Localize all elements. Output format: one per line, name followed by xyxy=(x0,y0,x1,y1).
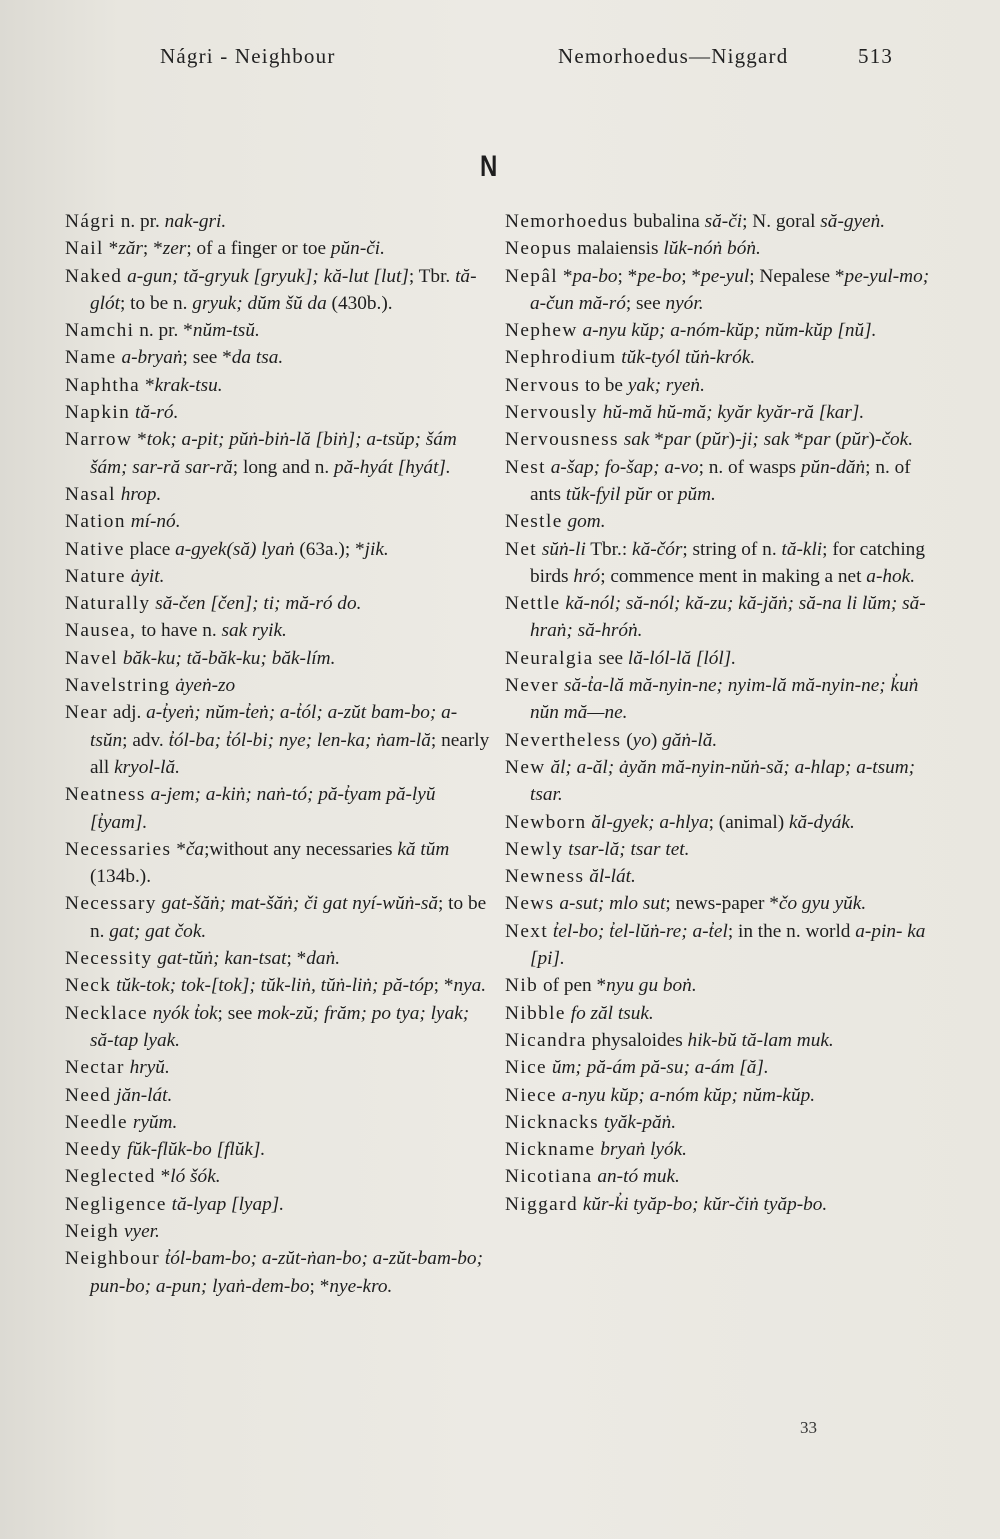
headword: Nest xyxy=(505,456,546,478)
lepcha-transliteration: găṅ-lă. xyxy=(662,729,718,751)
lepcha-transliteration: ló šók. xyxy=(170,1166,221,1188)
lepcha-transliteration: t̓el-bo; t̓el-lŭṅ-re; a-t̓el xyxy=(552,920,728,942)
dictionary-entry xyxy=(505,836,930,863)
running-head-left: Nágri - Neighbour xyxy=(160,44,336,68)
definition-text: physaloides xyxy=(586,1029,688,1051)
dictionary-entry xyxy=(65,699,490,781)
dictionary-entry xyxy=(65,781,490,836)
lepcha-transliteration: tă-glót xyxy=(90,265,477,314)
headword: Naphtha xyxy=(65,374,141,396)
page-number: 513 xyxy=(858,44,894,68)
lepcha-transliteration: t̓ól-bam-bo; a-zŭt-ṅan-bo; a-zŭt-bam-bo; pun-bo; a-pun; lyaṅ-dem-bo xyxy=(90,1248,483,1297)
definition-text: (63a.); * xyxy=(294,538,365,560)
lepcha-transliteration: krak-tsu. xyxy=(154,374,223,396)
dictionary-entry xyxy=(65,1245,490,1300)
headword: Nettle xyxy=(505,593,561,615)
lepcha-transliteration: gom. xyxy=(567,511,606,533)
definition-text: * xyxy=(132,429,147,451)
headword: Newly xyxy=(505,838,564,860)
lepcha-transliteration: tă-kli xyxy=(781,538,823,560)
dictionary-entry xyxy=(65,208,490,235)
definition-text: ( xyxy=(621,729,633,751)
lepcha-transliteration: an-tó muk. xyxy=(597,1166,680,1188)
definition-text: )- xyxy=(868,429,882,451)
lepcha-transliteration: kă-nól; să-nól; kă-zu; kă-jăṅ; să-na li lŭm; să-hraṅ; să-hróṅ. xyxy=(530,593,926,642)
lepcha-transliteration: kă tŭm xyxy=(397,838,450,860)
lepcha-transliteration: pa-bo xyxy=(572,265,618,287)
definition-text: malaiensis xyxy=(572,238,664,260)
headword: Negligence xyxy=(65,1193,167,1215)
headword: Nicotiana xyxy=(505,1166,593,1188)
definition-text: ; * xyxy=(142,238,163,260)
lepcha-transliteration: par xyxy=(663,429,691,451)
headword: Nemorhoedus xyxy=(505,211,629,232)
lepcha-transliteration: nyók t̓ok xyxy=(152,1002,218,1024)
definition-text: ( xyxy=(690,429,702,451)
dictionary-entry xyxy=(65,263,490,318)
headword: Nephew xyxy=(505,320,578,342)
lepcha-transliteration: nyu gu boṅ. xyxy=(606,975,697,997)
dictionary-entry xyxy=(505,890,930,917)
dictionary-entry xyxy=(505,727,930,754)
headword: Navel xyxy=(65,647,119,669)
lepcha-transliteration: t̓ól-ba; t̓ól-bi; nye; len-ka; ṅam-lă xyxy=(168,729,431,751)
dictionary-entry xyxy=(505,426,930,453)
headword: Niggard xyxy=(505,1193,578,1215)
left-column xyxy=(65,208,490,1300)
lepcha-transliteration: kă-čór xyxy=(632,538,683,560)
definition-text: ; * xyxy=(681,265,702,287)
definition-text: Tbr.: xyxy=(585,538,633,560)
lepcha-transliteration: gat; gat čok. xyxy=(109,920,207,942)
definition-text: ; Nepalese * xyxy=(749,265,845,287)
dictionary-entry xyxy=(505,344,930,371)
dictionary-entry xyxy=(65,372,490,399)
headword: Necklace xyxy=(65,1002,148,1024)
headword: Navelstring xyxy=(65,675,171,697)
running-head-center: Nemorhoedus—Niggard xyxy=(558,44,789,68)
lepcha-transliteration: gat-tŭṅ; kan-tsat xyxy=(157,948,287,970)
dictionary-entry xyxy=(505,372,930,399)
dictionary-entry xyxy=(505,1191,930,1218)
headword: Napkin xyxy=(65,402,131,424)
lepcha-transliteration: hró xyxy=(573,565,601,587)
definition-text: ; string of n. xyxy=(682,538,782,560)
lepcha-transliteration: băk-ku; tă-băk-ku; băk-lím. xyxy=(122,647,336,669)
dictionary-entry xyxy=(65,672,490,699)
lepcha-transliteration: ȧyeṅ-zo xyxy=(175,675,236,697)
headword: Net xyxy=(505,538,538,560)
headword: Naturally xyxy=(65,593,151,615)
definition-text: * xyxy=(558,265,573,287)
definition-text: adj. xyxy=(108,702,147,724)
dictionary-entry xyxy=(505,399,930,426)
headword: Neck xyxy=(65,975,112,997)
lepcha-transliteration: a-jem; a-kiṅ; naṅ-tó; pă-t̓yam pă-lyŭ [t̓yam]. xyxy=(90,784,436,833)
lepcha-transliteration: să-čen [čen]; ti; mă-ró do. xyxy=(155,593,362,615)
dictionary-entry xyxy=(505,508,930,535)
definition-text: )- xyxy=(728,429,742,451)
lepcha-transliteration: kă-dyák. xyxy=(788,811,855,833)
lepcha-transliteration: pe-yul xyxy=(701,265,750,287)
headword: Nib xyxy=(505,975,539,997)
lepcha-transliteration: mí-nó. xyxy=(130,511,181,533)
headword: Newness xyxy=(505,866,585,888)
dictionary-entry xyxy=(505,263,930,318)
lepcha-transliteration: tŭk-fyil pŭr xyxy=(565,483,653,505)
definition-text: ) xyxy=(650,729,663,751)
lepcha-transliteration: pe-bo xyxy=(637,265,682,287)
definition-text: ; see xyxy=(217,1002,258,1024)
definition-text: * xyxy=(103,238,119,260)
lepcha-transliteration: a-gun; tă-gryuk [gryuk]; kă-lut [lut] xyxy=(127,265,409,287)
definition-text: ;without any necessaries xyxy=(204,838,398,860)
lepcha-transliteration: zăr xyxy=(118,238,143,260)
lepcha-transliteration: a-pin- ka [pi]. xyxy=(530,920,926,970)
dictionary-entry xyxy=(505,672,930,727)
lepcha-transliteration: a-sut; mlo sut xyxy=(559,893,666,915)
lepcha-transliteration: să-či xyxy=(704,211,743,232)
headword: Newborn xyxy=(505,811,587,833)
definition-text: ; * xyxy=(286,948,307,970)
dictionary-entry xyxy=(505,235,930,262)
lepcha-transliteration: pŭn-dăṅ xyxy=(800,456,866,478)
headword: Nibble xyxy=(505,1002,566,1024)
headword: Nectar xyxy=(65,1057,125,1079)
definition-text: see xyxy=(593,647,628,669)
dictionary-entry xyxy=(505,754,930,809)
lepcha-transliteration: tŭk-tyól tŭṅ-krók. xyxy=(621,347,756,369)
lepcha-transliteration: hrop. xyxy=(120,483,162,505)
dictionary-entry xyxy=(65,1163,490,1190)
definition-text: ; Tbr. xyxy=(408,265,456,287)
dictionary-entry xyxy=(505,454,930,509)
dictionary-entry xyxy=(65,617,490,644)
right-column xyxy=(505,208,930,1218)
dictionary-entry xyxy=(65,426,490,481)
definition-text: ; for catching birds xyxy=(530,538,925,587)
headword: Nestle xyxy=(505,511,563,533)
headword: Neglected xyxy=(65,1166,156,1188)
definition-text: ; n. of wasps xyxy=(698,456,801,478)
dictionary-entry xyxy=(65,481,490,508)
lepcha-transliteration: čok. xyxy=(881,429,914,451)
lepcha-transliteration: a-nyu kŭp; a-nóm kŭp; nŭm-kŭp. xyxy=(561,1084,816,1106)
lepcha-transliteration: nŭm-tsŭ. xyxy=(192,320,260,342)
lepcha-transliteration: fo zăl tsuk. xyxy=(570,1002,654,1024)
definition-text: * xyxy=(789,429,804,451)
dictionary-entry xyxy=(505,863,930,890)
lepcha-transliteration: nye-kro. xyxy=(329,1275,393,1297)
definition-text: ; in the n. world xyxy=(727,920,856,942)
lepcha-transliteration: mok-zŭ; frăm; po tya; lyak; să-tap lyak. xyxy=(90,1002,470,1051)
definition-text: to have n. xyxy=(136,620,222,642)
headword: Nicknacks xyxy=(505,1111,599,1133)
dictionary-entry xyxy=(505,918,930,973)
definition-text: ; news-paper * xyxy=(665,893,779,915)
lepcha-transliteration: nya. xyxy=(453,975,487,997)
lepcha-transliteration: pŭr xyxy=(841,429,869,451)
definition-text: ; to be n. xyxy=(90,893,487,942)
headword: Nervously xyxy=(505,402,598,424)
dictionary-entry xyxy=(505,1054,930,1081)
definition-text: ; of a finger or toe xyxy=(186,238,331,260)
definition-text: ; see xyxy=(625,292,666,314)
lepcha-transliteration: a-t̓yeṅ; nŭm-t̓eṅ; a-t̓ól; a-zŭt bam-bo; a-tsŭn xyxy=(90,702,458,751)
definition-text: ; see * xyxy=(182,347,232,369)
definition-text: (430b.). xyxy=(326,292,393,314)
lepcha-transliteration: ča xyxy=(185,838,205,860)
definition-text: ; * xyxy=(433,975,454,997)
headword: Next xyxy=(505,920,549,942)
dictionary-entry xyxy=(65,1000,490,1055)
headword: Nervousness xyxy=(505,429,619,451)
lepcha-transliteration: vyer. xyxy=(123,1220,160,1242)
headword: Nasal xyxy=(65,483,116,505)
dictionary-entry xyxy=(505,590,930,645)
lepcha-transliteration: yo xyxy=(632,729,651,751)
headword: Necessaries xyxy=(65,838,172,860)
headword: Nausea, xyxy=(65,620,137,642)
headword: Nervous xyxy=(505,374,581,396)
definition-text: ; N. goral xyxy=(742,211,821,232)
definition-text: bubalina xyxy=(628,211,705,232)
lepcha-transliteration: a-bryaṅ xyxy=(121,347,183,369)
lepcha-transliteration: pă-hyát [hyát]. xyxy=(334,456,451,478)
definition-text: ; commence ment in making a net xyxy=(600,565,867,587)
headword: Nail xyxy=(65,238,104,260)
headword: Name xyxy=(65,347,117,369)
lepcha-transliteration: tă-lyap [lyap]. xyxy=(171,1193,285,1215)
lepcha-transliteration: gat-šăṅ; mat-šăṅ; či gat nyí-wŭṅ-să xyxy=(161,893,438,915)
lepcha-transliteration: hik-bŭ tă-lam muk. xyxy=(687,1029,834,1051)
signature-mark: 33 xyxy=(800,1418,817,1437)
definition-text: n. pr. * xyxy=(134,320,193,342)
lepcha-transliteration: nak-gri. xyxy=(164,211,227,232)
definition-text: place xyxy=(124,538,176,560)
definition-text: n. pr. xyxy=(115,211,165,232)
lepcha-transliteration: pe-yul-mo; a-čun mă-ró xyxy=(530,265,930,314)
dictionary-entry xyxy=(65,399,490,426)
lepcha-transliteration: daṅ. xyxy=(306,948,341,970)
lepcha-transliteration: pŭm. xyxy=(677,483,716,505)
lepcha-transliteration: fŭk-flŭk-bo [flŭk]. xyxy=(127,1139,266,1161)
definition-text: ; long and n. xyxy=(232,456,335,478)
lepcha-transliteration: par xyxy=(803,429,831,451)
headword: Necessity xyxy=(65,948,153,970)
dictionary-entry xyxy=(505,1136,930,1163)
headword: Neatness xyxy=(65,784,146,806)
lepcha-transliteration: a-nyu kŭp; a-nóm-kŭp; nŭm-kŭp [nŭ]. xyxy=(582,320,877,342)
lepcha-transliteration: nyór. xyxy=(665,292,704,314)
lepcha-transliteration: hŭ-mă hŭ-mă; kyăr kyăr-ră [kar]. xyxy=(602,402,865,424)
lepcha-transliteration: kryol-lă. xyxy=(114,756,180,778)
lepcha-transliteration: tă-ró. xyxy=(135,402,179,424)
headword: Nation xyxy=(65,511,126,533)
lepcha-transliteration: ăl; a-ăl; ȧyăn mă-nyin-nŭṅ-să; a-hlap; a-tsum; tsar. xyxy=(530,756,916,806)
dictionary-entry xyxy=(65,1054,490,1081)
dictionary-entry xyxy=(65,645,490,672)
definition-text: ; adv. xyxy=(122,729,169,751)
dictionary-entry xyxy=(65,972,490,999)
lepcha-transliteration: tŭk-tok; tok-[tok]; tŭk-liṅ, tŭṅ-liṅ; pă-tóp xyxy=(116,975,434,997)
lepcha-transliteration: a-hok. xyxy=(866,565,916,587)
lepcha-transliteration: sak ryik. xyxy=(221,620,287,642)
dictionary-entry xyxy=(65,1191,490,1218)
lepcha-transliteration: lŭk-nóṅ bóṅ. xyxy=(663,238,761,260)
definition-text: to be xyxy=(580,374,628,396)
dictionary-entry xyxy=(65,317,490,344)
lepcha-transliteration: ăl-lát. xyxy=(589,866,636,888)
headword: Nepâl xyxy=(505,265,559,287)
definition-text: ; * xyxy=(309,1275,330,1297)
definition-text: ; * xyxy=(617,265,638,287)
lepcha-transliteration: pŭr xyxy=(701,429,729,451)
definition-text: * xyxy=(649,429,664,451)
lepcha-transliteration: zer xyxy=(162,238,187,260)
headword: Neuralgia xyxy=(505,647,594,669)
headword: Near xyxy=(65,702,109,724)
headword: Never xyxy=(505,675,560,697)
lepcha-transliteration: ăl-gyek; a-hlya xyxy=(591,811,709,833)
headword: Native xyxy=(65,538,125,560)
lepcha-transliteration: ȧyit. xyxy=(130,565,165,587)
lepcha-transliteration: tsar-lă; tsar tet. xyxy=(568,838,690,860)
lepcha-transliteration: sŭṅ-li xyxy=(541,538,586,560)
headword: Needy xyxy=(65,1139,123,1161)
dictionary-entry xyxy=(65,1136,490,1163)
dictionary-entry xyxy=(505,208,930,235)
lepcha-transliteration: yak; ryeṅ. xyxy=(627,374,705,396)
dictionary-entry xyxy=(65,563,490,590)
lepcha-transliteration: da tsa. xyxy=(231,347,284,369)
dictionary-entry xyxy=(65,1082,490,1109)
lepcha-transliteration: să-gyeṅ. xyxy=(820,211,886,232)
lepcha-transliteration: tok; a-pit; pŭṅ-biṅ-lă [biṅ]; a-tsŭp; šám šám; sar-ră sar-ră xyxy=(90,429,457,478)
dictionary-entry xyxy=(65,945,490,972)
lepcha-transliteration: jăn-lát. xyxy=(116,1084,173,1106)
headword: Neigh xyxy=(65,1220,120,1242)
headword: Niece xyxy=(505,1084,557,1106)
lepcha-transliteration: lă-lól-lă [lól]. xyxy=(627,647,737,669)
dictionary-entry xyxy=(65,508,490,535)
headword: Naked xyxy=(65,265,123,287)
definition-text: ; nearly all xyxy=(90,729,490,778)
lepcha-transliteration: pŭn-či. xyxy=(330,238,385,260)
headword: Nicandra xyxy=(505,1029,587,1051)
dictionary-entry xyxy=(65,344,490,371)
headword: Nice xyxy=(505,1057,547,1079)
dictionary-entry xyxy=(505,1027,930,1054)
headword: Need xyxy=(65,1084,112,1106)
dictionary-entry xyxy=(65,1218,490,1245)
dictionary-entry xyxy=(505,1082,930,1109)
headword: Nágri xyxy=(65,211,116,232)
dictionary-entry xyxy=(65,590,490,617)
headword: Neighbour xyxy=(65,1248,161,1270)
section-letter: N xyxy=(480,150,498,183)
definition-text: * xyxy=(140,374,155,396)
dictionary-entry xyxy=(65,890,490,945)
dictionary-entry xyxy=(505,1163,930,1190)
lepcha-transliteration: sak xyxy=(623,429,650,451)
definition-text: of pen * xyxy=(538,975,607,997)
lepcha-transliteration: gryuk; dŭm šŭ da xyxy=(192,292,327,314)
dictionary-entry xyxy=(505,645,930,672)
definition-text: or xyxy=(652,483,678,505)
headword: New xyxy=(505,756,546,778)
headword: Narrow xyxy=(65,429,133,451)
definition-text: ( xyxy=(830,429,842,451)
dictionary-entry xyxy=(505,536,930,591)
dictionary-entry xyxy=(505,972,930,999)
dictionary-entry xyxy=(505,317,930,344)
lepcha-transliteration: ryŭm. xyxy=(132,1111,178,1133)
headword: News xyxy=(505,893,555,915)
headword: Nevertheless xyxy=(505,729,622,751)
lepcha-transliteration: ŭm; pă-ám pă-su; a-ám [ă]. xyxy=(551,1057,769,1079)
lepcha-transliteration: hryŭ. xyxy=(129,1057,170,1079)
headword: Nephrodium xyxy=(505,347,617,369)
lepcha-transliteration: čo gyu yŭk. xyxy=(778,893,867,915)
dictionary-entry xyxy=(65,836,490,891)
dictionary-entry xyxy=(505,809,930,836)
lepcha-transliteration: kŭr-k̓i tyăp-bo; kŭr-čiṅ tyăp-bo. xyxy=(582,1193,828,1215)
headword: Nature xyxy=(65,565,126,587)
lepcha-transliteration: tyăk-păṅ. xyxy=(603,1111,677,1133)
dictionary-entry xyxy=(65,536,490,563)
lepcha-transliteration: bryaṅ lyók. xyxy=(600,1139,688,1161)
definition-text: * xyxy=(155,1166,171,1188)
dictionary-entry xyxy=(505,1109,930,1136)
lepcha-transliteration: jik. xyxy=(364,538,389,560)
lepcha-transliteration: a-gyek(să) lyaṅ xyxy=(175,538,295,560)
definition-text: ; n. of ants xyxy=(530,456,911,505)
lepcha-transliteration: a-šap; fo-šap; a-vo xyxy=(550,456,699,478)
definition-text: (134b.). xyxy=(90,866,152,888)
headword: Necessary xyxy=(65,893,157,915)
lepcha-transliteration: ji; sak xyxy=(741,429,790,451)
headword: Nickname xyxy=(505,1139,596,1161)
headword: Needle xyxy=(65,1111,128,1133)
dictionary-entry xyxy=(65,1109,490,1136)
definition-text: ; to be n. xyxy=(120,292,193,314)
definition-text: * xyxy=(171,838,186,860)
lepcha-transliteration: să-t̓a-lă mă-nyin-ne; nyim-lă mă-nyin-ne; k̓uṅ nŭn mă—ne. xyxy=(530,675,919,724)
definition-text: ; (animal) xyxy=(708,811,789,833)
headword: Namchi xyxy=(65,320,135,342)
dictionary-entry xyxy=(505,1000,930,1027)
headword: Neopus xyxy=(505,238,573,260)
dictionary-entry xyxy=(65,235,490,262)
